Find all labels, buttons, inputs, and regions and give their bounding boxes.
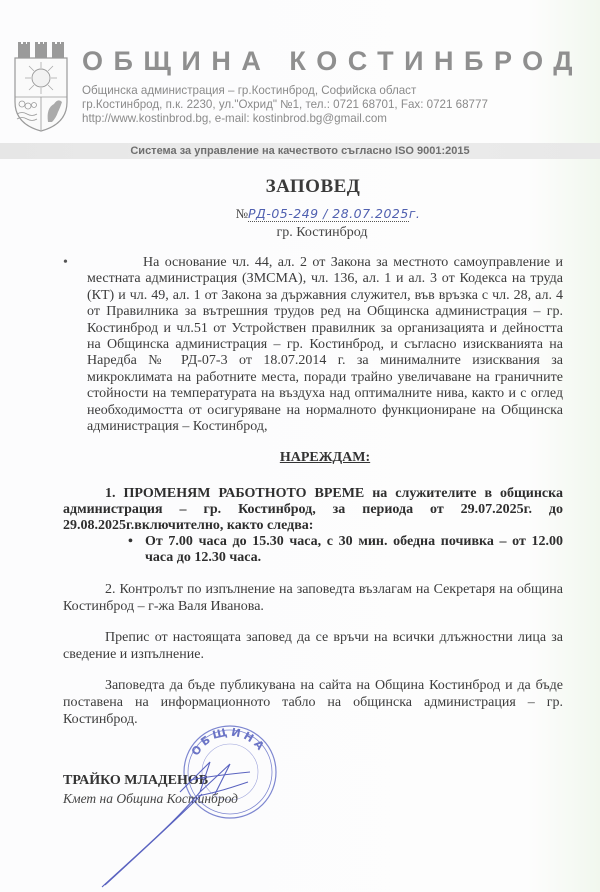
letterhead [0,0,600,166]
contact-line-address: Общинска администрация – гр.Костинброд, Софийска област [82,84,417,97]
order-item-2: 2. Контролът по изпълнение на заповедта възлагам на Секретаря на община Костинброд – г-жа Валя Иванова. [63,582,563,615]
order-item-1-schedule: От 7.00 часа до 15.30 часа, с 30 мин. обедна почивка – от 12.00 часа до 12.30 часа. [145,533,563,565]
preamble-paragraph: На основание чл. 44, ал. 2 от Закона за местното самоуправление и местната администрация (ЗМСМА), чл. 136, ал. 1 и ал. 3 от Кодекса на труда (КТ) и чл. 49, ал. 1 от Закона за държавния служител, във връзка с чл. 28, ал. 4 от Правилника за вътрешния трудов ред на Общинска администрация – гр. Костинброд и чл.51 от Устройствен правилник за организацията и дейността на Общинска администрация – гр. Костинброд, и съгласно изискванията на Наредба № РД-07-3 от 18.07.2014 г. за минималните изисквания за микроклимата на работните места, поради трайно увеличаване на граничните стойности на температурата на въздуха над оптималните нива, както и с оглед необходимостта от осигуряване на нормалното функциониране на Общинска администрация – Костинброд, [87,255,563,435]
order-heading: НАРЕЖДАМ: [279,450,371,466]
signer-title: Кмет на Община Костинброд [63,791,238,807]
bullet-icon: • [128,533,133,549]
contact-info [82,84,488,126]
signer-name: ТРАЙКО МЛАДЕНОВ [63,773,209,789]
order-number-suffix: г. [408,206,421,221]
order-item-1-schedule-block [63,534,563,566]
document-city: гр. Костинброд [276,225,368,240]
order-number-prefix: № [235,206,249,221]
organization-name: ОБЩИНА КОСТИНБРОД [82,46,583,76]
order-number [93,206,563,222]
municipal-crest-icon [12,42,70,132]
document-title: ЗАПОВЕД [265,176,361,197]
contact-line-phone: гр.Костинброд, п.к. 2230, ул."Охрид" №1, тел.: 0721 68701, Fax: 0721 68777 [82,98,488,111]
preamble-block [63,255,563,435]
order-number-handwritten: РД-05-249 / 28.07.2025 [248,206,409,221]
document-body [0,166,600,892]
publish-note: Заповедта да бъде публикувана на сайта на Община Костинброд и да бъде поставена на информационното табло на общинска администрация – гр. Костинброд. [63,678,563,728]
contact-line-web-email: http://www.kostinbrod.bg, e-mail: kostinbrod.bg@gmail.com [82,112,387,125]
iso-banner-text: Система за управление на качеството съгласно ISO 9001:2015 [130,145,470,157]
bullet-icon: • [63,255,68,270]
copy-note: Препис от настоящата заповед да се връчи на всички длъжностни лица за сведение и изпълнение. [63,630,563,663]
signature-block [63,725,563,892]
stamp-text: ОБЩИНА [188,725,269,759]
order-item-1: 1. ПРОМЕНЯМ РАБОТНОТО ВРЕМЕ на служителите в общинска администрация – гр. Костинброд, за периода от 29.07.2025г. до 29.08.2025г.включително, както следва: [63,486,563,534]
